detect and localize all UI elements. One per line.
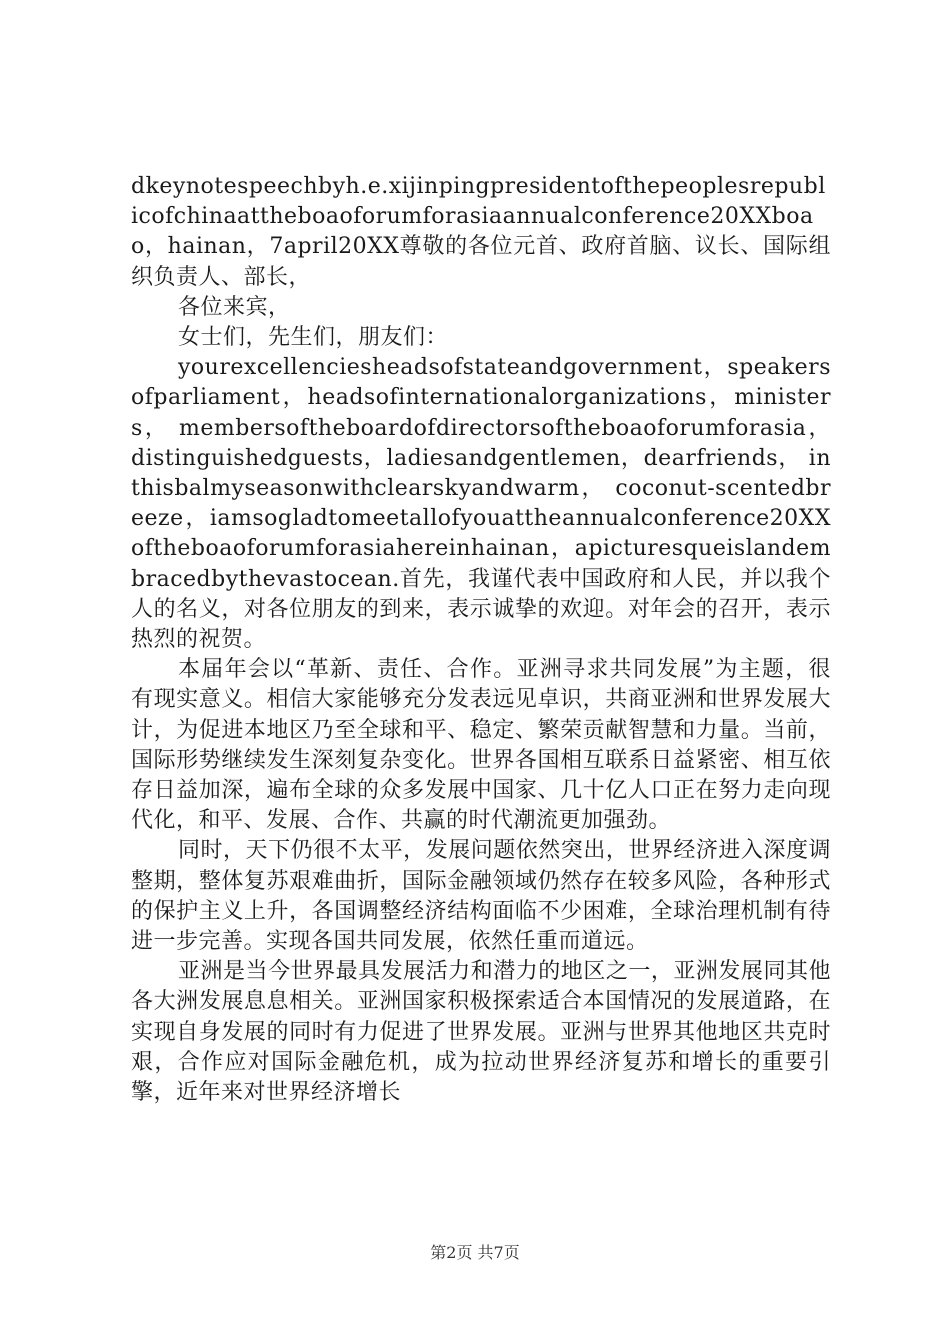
page-number-footer: 第2页 共7页 bbox=[430, 1243, 520, 1262]
paragraph-5: 本届年会以“革新、责任、合作。亚洲寻求共同发展”为主题，很有现实意义。相信大家能够充分发表远见卓识，共商亚洲和世界发展大计，为促进本地区乃至全球和平、稳定、繁荣贡献智慧和力量。当前，国际形势继续发生深刻复杂变化。世界各国相互联系日益紧密、相互依存日益加深，遍布全球的众多发展中国家、几十亿人口正在努力走向现代化，和平、发展、合作、共赢的时代潮流更加强劲。 bbox=[131, 657, 831, 834]
paragraph-6: 同时，天下仍很不太平，发展问题依然突出，世界经济进入深度调整期，整体复苏艰难曲折，国际金融领域仍然存在较多风险，各种形式的保护主义上升，各国调整经济结构面临不少困难，全球治理机制有待进一步完善。实现各国共同发展，依然任重而道远。 bbox=[131, 838, 831, 955]
paragraph-1: dkeynotespeechbyh.e.xijinpingpresidentofthepeoplesrepublicofchinaattheboaoforumforasiaannualconference20XXboao，hainan，7april20XX尊敬的各位元首、政府首脑、议长、国际组织负责人、部长， bbox=[131, 174, 831, 290]
paragraph-7: 亚洲是当今世界最具发展活力和潜力的地区之一，亚洲发展同其他各大洲发展息息相关。亚洲国家积极探索适合本国情况的发展道路，在实现自身发展的同时有力促进了世界发展。亚洲与世界其他地区共克时艰，合作应对国际金融危机，成为拉动世界经济复苏和增长的重要引擎，近年来对世界经济增长 bbox=[131, 959, 831, 1106]
paragraph-2: 各位来宾， bbox=[178, 294, 291, 320]
paragraph-3: 女士们，先生们，朋友们： bbox=[178, 325, 449, 351]
document-body bbox=[131, 172, 831, 1108]
paragraph-4: yourexcellenciesheadsofstateandgovernment，speakersofparliament，headsofinternationalorganizations，ministers， membersoftheboardofdirectorsoftheboaoforumforasia，distinguishedguests，ladiesandgentlemen，dearfriends， inthisbalmyseasonwithclearskyandwarm， coconut-scentedbreeze，iamsogladtomeetallofyouattheannualconference20XXoftheboaoforumforasiahereinhainan，apicturesqueislandembracedbythevastocean.首先，我谨代表中国政府和人民，并以我个人的名义，对各位朋友的到来，表示诚挚的欢迎。对年会的召开，表示热烈的祝贺。 bbox=[131, 355, 831, 653]
